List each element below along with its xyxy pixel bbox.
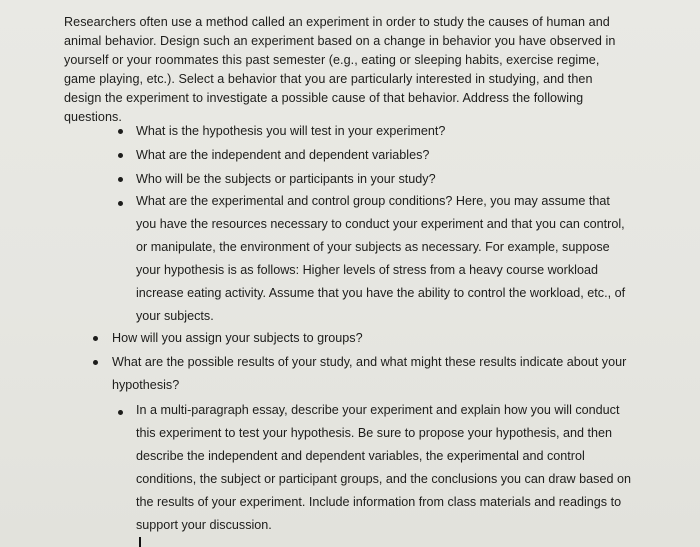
bullet-dot-icon [93, 360, 98, 365]
essay-line-last [136, 514, 631, 547]
intro-line: design the experiment to investigate a possible cause of that behavior. Address the following [64, 91, 584, 105]
bullet-dot-icon [93, 336, 98, 341]
essay-line: describe the independent and dependent variables, the experimental and control [136, 449, 585, 463]
conditions-line: increase eating activity. Assume that you have the ability to control the workload, etc., of [136, 286, 626, 300]
intro-line: animal behavior. Design such an experiment based on a change in behavior you have observed in [64, 34, 616, 48]
intro-line: game playing, etc.). Select a behavior that you are particularly interested in studying, and then [64, 72, 593, 86]
essay-text [136, 399, 631, 547]
bullet-dot-icon [118, 177, 123, 182]
intro-line: Researchers often use a method called an experiment in order to study the causes of human and [64, 15, 610, 29]
bullet-text: What are the independent and dependent variables? [136, 148, 430, 162]
essay-line: In a multi-paragraph essay, describe your experiment and explain how you will conduct [136, 403, 620, 417]
conditions-line: your subjects. [136, 309, 214, 323]
essay-line: conditions, the subject or participant groups, and the conclusions you can draw based on [136, 472, 631, 486]
conditions-line: your hypothesis is as follows: Higher levels of stress from a heavy course workload [136, 263, 598, 277]
bullet-text: What is the hypothesis you will test in your experiment? [136, 124, 446, 138]
bullet-text: What are the possible results of your study, and what might these results indicate about your [112, 355, 627, 369]
bullet-dot-icon [118, 153, 123, 158]
essay-line: support your discussion. [136, 518, 272, 532]
bullet-dot-icon [118, 129, 123, 134]
bullet-text: hypothesis? [112, 378, 180, 392]
conditions-line: you have the resources necessary to conduct your experiment and that you can control, [136, 217, 625, 231]
bullet-text: How will you assign your subjects to groups? [112, 331, 363, 345]
essay-line: this experiment to test your hypothesis. Be sure to propose your hypothesis, and then [136, 426, 613, 440]
text-cursor-icon [139, 537, 141, 547]
intro-line: yourself or your roommates this past semester (e.g., eating or sleeping habits, exercise regime, [64, 53, 600, 67]
intro-line: questions. [64, 110, 122, 124]
bullet-dot-icon [118, 410, 123, 415]
conditions-text [136, 190, 625, 328]
conditions-line: What are the experimental and control group conditions? Here, you may assume that [136, 194, 610, 208]
intro-paragraph [64, 13, 684, 127]
conditions-line: or manipulate, the environment of your subjects as necessary. For example, suppose [136, 240, 610, 254]
bullet-text: Who will be the subjects or participants in your study? [136, 172, 436, 186]
essay-line: the results of your experiment. Include information from class materials and readings to [136, 495, 622, 509]
bullet-dot-icon [118, 201, 123, 206]
